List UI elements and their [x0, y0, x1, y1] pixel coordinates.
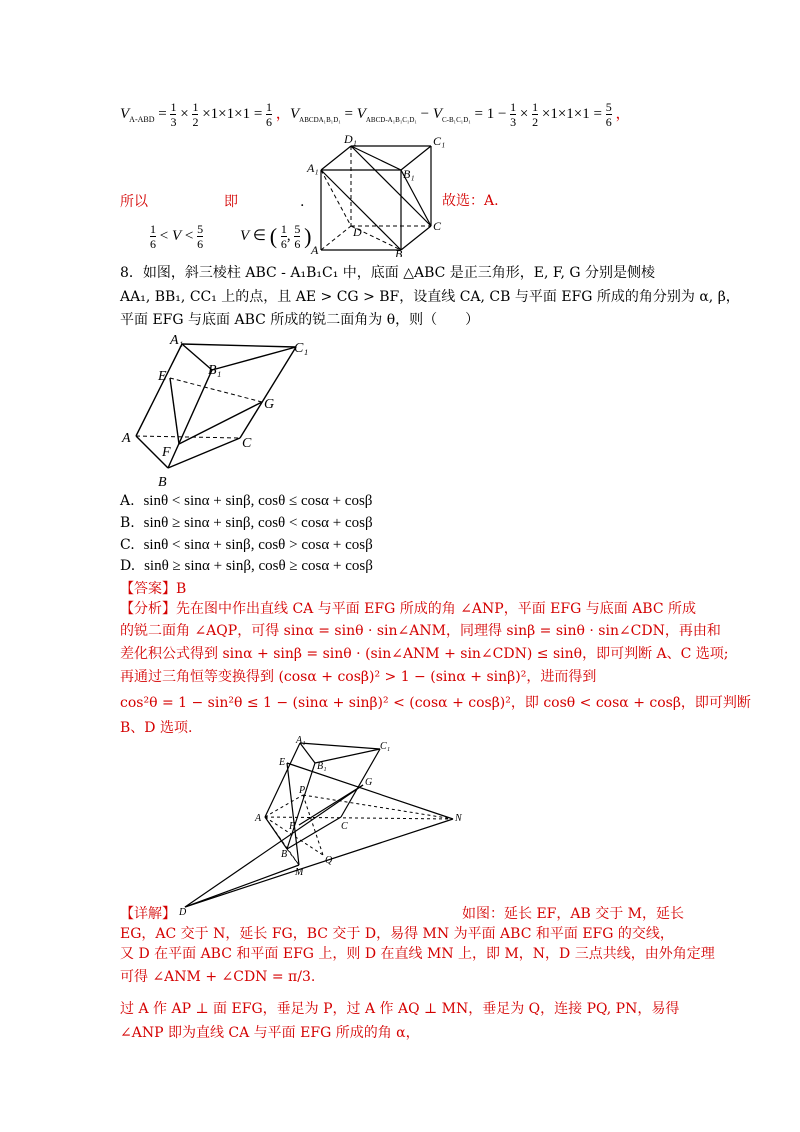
analysis-line1: 【分析】先在图中作出直线 CA 与平面 EFG 所成的角 ∠ANP，平面 EFG 与底面 ABC 所成: [120, 601, 696, 617]
detail-line1: 如图：延长 EF，AB 交于 M，延长: [462, 906, 685, 922]
detail-line2: EG，AC 交于 N，延长 FG，BC 交于 D，易得 MN 为平面 ABC 和平面 EFG 的交线，: [120, 926, 674, 942]
detail-head: 【详解】: [120, 906, 176, 922]
prism-label-A: A: [122, 431, 131, 446]
analysis-line4: 再通过三角恒等变换得到 (cosα + cosβ)² > 1 − (sinα + sinβ)²，进而得到: [120, 669, 597, 685]
q8-line2: AA₁, BB₁, CC₁ 上的点，且 AE > CG > BF，设直线 CA, CB 与平面 EFG 所成的角分别为 α, β，: [120, 289, 740, 305]
fig2-label-Q: Q: [325, 855, 333, 866]
analysis-line2: 的锐二面角 ∠AQP，可得 sinα = sinθ · sin∠ANM，同理得 sinβ = sinθ · sin∠CDN，再由和: [120, 623, 721, 639]
cube-figure: [305, 132, 455, 257]
fig2-label-P: P: [299, 785, 306, 796]
detail-figure: [175, 735, 475, 915]
analysis-line5: cos²θ = 1 − sin²θ ≤ 1 − (sinα + sinβ)² < (cosα + cosβ)²，即 cosθ < cosα + cosβ，即可判断: [120, 695, 751, 711]
cube-label-C1: C₁: [433, 134, 446, 148]
fig2-label-B: B: [281, 849, 288, 860]
prism-label-F: F: [162, 445, 171, 460]
fig2-label-A: A: [255, 813, 262, 824]
fig2-label-C: C: [341, 821, 348, 832]
prism-figure: [118, 330, 318, 490]
conclusion-dot: .: [300, 194, 305, 210]
cube-label-D: D: [353, 225, 362, 239]
range-formula: V ∈ ( $\frac{1}{6}$ , $\frac{5}{6}$ ): [240, 222, 312, 251]
prism-label-C1: C₁: [294, 341, 309, 356]
prism-label-C: C: [242, 436, 252, 451]
option-d: D. sinθ ≥ sinα + sinβ, cosθ ≥ cosα + cosβ: [120, 558, 373, 574]
cube-label-A: A: [311, 243, 319, 257]
cube-label-B1: B₁: [403, 167, 415, 181]
detail-line5: 过 A 作 AP ⊥ 面 EFG，垂足为 P，过 A 作 AQ ⊥ MN，垂足为 Q，连接 PQ, PN，易得: [120, 1001, 680, 1017]
fig2-label-F: F: [289, 821, 296, 832]
answer: 【答案】B: [120, 581, 187, 597]
fig2-label-N: N: [455, 813, 462, 824]
prism-label-A1: A₁: [170, 333, 184, 348]
conclusion-ie: 即: [224, 194, 238, 210]
fig2-label-M: M: [295, 867, 304, 878]
fig2-label-D: D: [179, 907, 187, 915]
volume-formula-1: $V_{A-ABD}$ = $\frac{1}{3}$ × $\frac{1}{2}$ ×1×1×1 = $\frac{1}{6}$ ，: [120, 100, 291, 129]
detail-line6: ∠ANP 即为直线 CA 与平面 EFG 所成的角 α，: [120, 1025, 420, 1041]
analysis-line6: B、D 选项.: [120, 720, 193, 736]
ineq-formula: $\frac{1}{6}$ < V < $\frac{5}{6}$: [150, 222, 204, 251]
detail-line3: 又 D 在平面 ABC 和平面 EFG 上，则 D 在直线 MN 上，即 M，N，D 三点共线，由外角定理: [120, 946, 715, 962]
conclusion-so: 所以: [120, 194, 148, 210]
option-a: A. sinθ < sinα + sinβ, cosθ ≤ cosα + cosβ: [120, 493, 373, 509]
detail-line4: 可得 ∠ANM + ∠CDN = π/3.: [120, 969, 316, 985]
prism-label-B1: B₁: [208, 363, 222, 378]
prism-label-E: E: [158, 369, 167, 384]
cube-label-A1: A₁: [307, 161, 319, 175]
fig2-label-C1: C₁: [380, 741, 391, 752]
fig2-label-B1: B₁: [317, 761, 327, 772]
cube-label-D1: D₁: [344, 132, 357, 146]
fig2-label-A1: A₁: [296, 735, 306, 746]
prism-label-B: B: [158, 475, 167, 490]
fig2-label-E: E: [279, 757, 286, 768]
fig2-label-G: G: [365, 777, 373, 788]
volume-formula-2: $V_{ABCDA_1B_1D_1} = V_{ABCD-A_1B_1C_1D_1} - V_{C-B_1C_1D_1} = 1$ − $\frac{1}{3}$ × $\frac{1}{2}$ ×1×1×1 = $\frac{5}{6}$ ，: [290, 100, 631, 129]
cube-label-C: C: [433, 219, 442, 233]
analysis-line3: 差化积公式得到 sinα + sinβ = sinθ · (sin∠ANM + sin∠CDN) ≤ sinθ，即可判断 A、C 选项;: [120, 646, 729, 662]
q8-line3: 平面 EFG 与底面 ABC 所成的锐二面角为 θ，则（ ）: [120, 312, 480, 328]
conclusion-choose: 故选：A.: [442, 193, 499, 209]
option-b: B. sinθ ≥ sinα + sinβ, cosθ < cosα + cosβ: [120, 515, 373, 531]
prism-label-G: G: [264, 397, 275, 412]
cube-label-B: B: [395, 247, 403, 257]
q8-line1: 8．如图，斜三棱柱 ABC - A₁B₁C₁ 中，底面 △ABC 是正三角形，E, F, G 分别是侧棱: [120, 265, 655, 281]
option-c: C. sinθ < sinα + sinβ, cosθ > cosα + cosβ: [120, 537, 373, 553]
